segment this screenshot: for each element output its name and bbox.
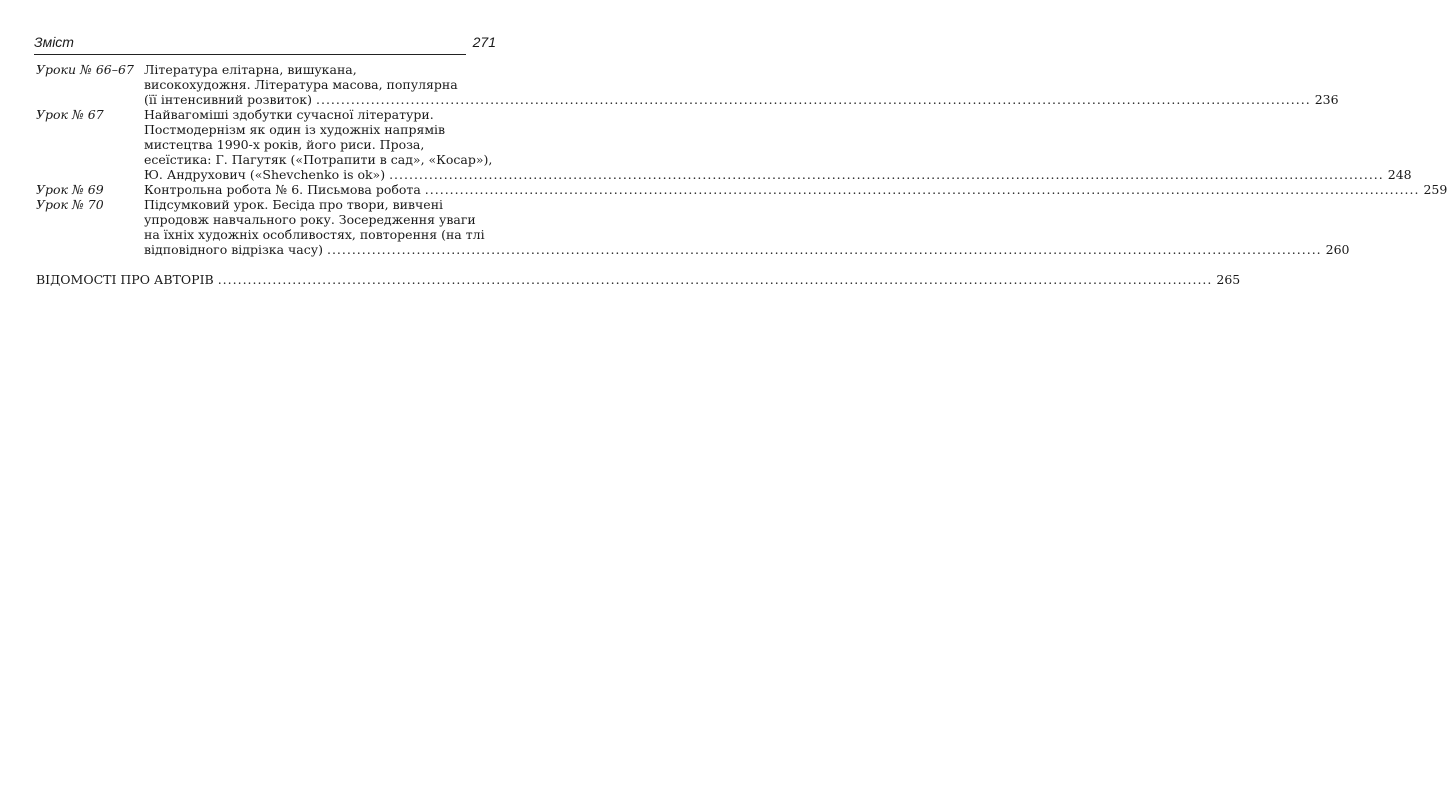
entry-title-line: Контрольна робота № 6. Письмова робота — [144, 182, 421, 197]
entry-title-line: високохудожня. Література масова, популярна — [144, 77, 458, 92]
dot-leader: ........................................................................................................................................................................................................ — [326, 242, 1322, 257]
header-title: Зміст — [34, 34, 74, 50]
entry-body — [144, 107, 1412, 182]
entry-title-line: Література елітарна, вишукана, — [144, 62, 357, 77]
dot-leader: ........................................................................................................................................................................................................ — [217, 272, 1213, 287]
dot-leader: ........................................................................................................................................................................................................ — [316, 92, 1311, 107]
entry-leader-line — [144, 242, 1350, 257]
header-page-number: 271 — [472, 34, 496, 50]
dot-leader: ........................................................................................................................................................................................................ — [389, 167, 1384, 182]
lesson-label: Урок № 70 — [36, 197, 104, 212]
header-rule — [34, 54, 466, 55]
entry-title-line: на їхніх художніх особливостях, повторення (на тлі — [144, 227, 485, 242]
toc-entry — [36, 197, 1350, 257]
toc-entry — [36, 62, 1339, 107]
table-of-contents — [36, 62, 1447, 288]
entry-title-line: упродовж навчального року. Зосередження уваги — [144, 212, 476, 227]
toc-entry — [36, 182, 1447, 197]
entry-title-line: Найвагоміші здобутки сучасної літератури. — [144, 107, 434, 122]
entry-title-line: (її інтенсивний розвиток) — [144, 92, 312, 107]
entry-title-line: Постмодернізм як один із художніх напрямів — [144, 122, 446, 137]
authors-entry — [36, 272, 1241, 288]
dot-leader: ........................................................................................................................................................................................................ — [424, 182, 1420, 197]
lesson-label: Уроки № 66–67 — [36, 62, 134, 77]
entry-body — [144, 197, 1350, 257]
authors-label: ВІДОМОСТІ ПРО АВТОРІВ — [36, 272, 214, 287]
entry-title-line: мистецтва 1990-х років, його риси. Проза, — [144, 137, 425, 152]
entry-leader-line — [144, 167, 1412, 182]
page-header — [34, 34, 496, 54]
toc-entry — [36, 107, 1412, 182]
entry-page-number: 236 — [1314, 92, 1339, 107]
entry-title-line: есеїстика: Г. Пагутяк («Потрапити в сад», «Косар»), — [144, 152, 493, 167]
lesson-label: Урок № 67 — [36, 107, 104, 122]
authors-page-number: 265 — [1216, 272, 1241, 287]
entry-body — [144, 62, 1339, 107]
entry-body — [144, 182, 1447, 197]
entry-page-number: 259 — [1423, 182, 1447, 197]
entry-title-line: Підсумковий урок. Бесіда про твори, вивчені — [144, 197, 444, 212]
entry-leader-line — [36, 272, 1241, 288]
entry-title-line: відповідного відрізка часу) — [144, 242, 323, 257]
entry-leader-line — [144, 92, 1339, 107]
entry-leader-line — [144, 182, 1447, 197]
entry-page-number: 260 — [1325, 242, 1350, 257]
entry-title-line: Ю. Андрухович («Shevchenko is ok») — [144, 167, 386, 182]
entry-page-number: 248 — [1387, 167, 1412, 182]
lesson-label: Урок № 69 — [36, 182, 104, 197]
